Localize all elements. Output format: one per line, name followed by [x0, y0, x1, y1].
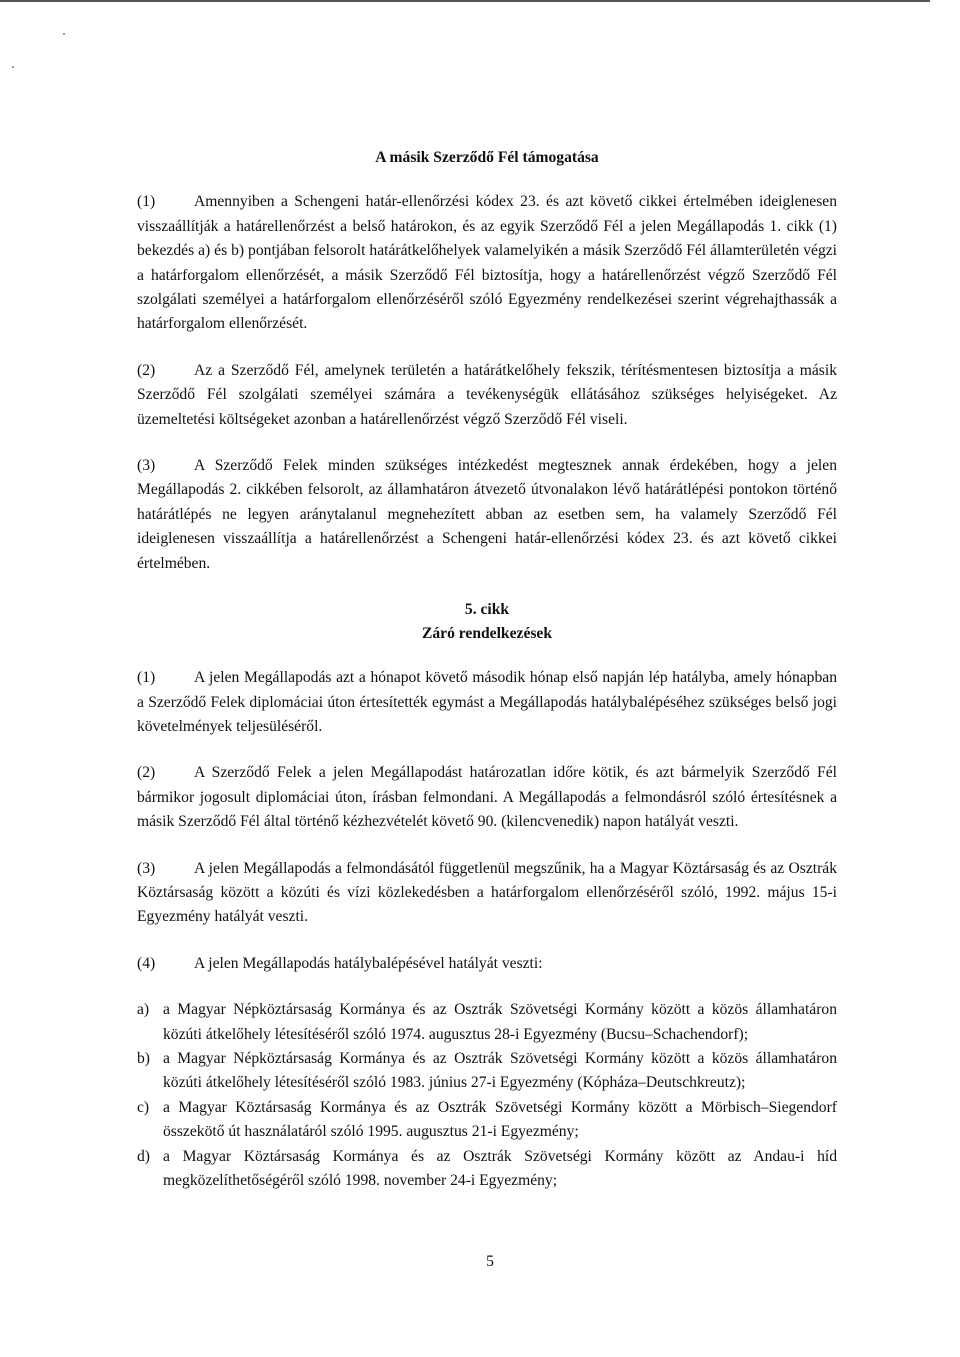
scan-edge-line	[0, 0, 930, 2]
paragraph-text: A Szerződő Felek minden szükséges intézkedést megtesznek annak érdekében, hogy a jelen Megállapodás 2. cikkében felsorolt, az államhatáron átvezető útvonalakon lévő határátlépési pontokon történő határátlépés ne legyen aránytalanul megnehezített abban az esetben sem, ha valamely Szerződő Fél ideiglenesen visszaállítja a határellenőrzést a Schengeni határ-ellenőrzési kódex 23. és azt követő cikkei értelmében.	[137, 457, 837, 572]
article-number: 5. cikk	[464, 601, 510, 619]
list-item-text: a Magyar Népköztársaság Kormánya és az Osztrák Szövetségi Kormány között a közös államhatáron közúti átkelőhely létesítéséről szóló 1983. június 27-i Egyezmény (Kópháza–Deutschkreutz);	[163, 1049, 837, 1092]
paragraph-text: A jelen Megállapodás hatálybalépésével hatályát veszti:	[194, 954, 543, 972]
scan-speck	[12, 66, 14, 68]
list-marker: a)	[137, 1001, 150, 1019]
list-item-text: a Magyar Köztársaság Kormánya és az Osztrák Szövetségi Kormány között az Andau-i híd megközelíthetőségéről szóló 1998. november 24-i Egyezmény;	[163, 1147, 837, 1189]
article-title: Záró rendelkezések	[421, 625, 553, 643]
document-page	[137, 146, 837, 1193]
paragraph	[137, 666, 837, 739]
article-heading	[137, 598, 837, 646]
repealed-agreements-list	[137, 998, 837, 1193]
paragraph-number: (1)	[137, 193, 156, 211]
paragraph	[137, 190, 837, 336]
paragraph-number: (2)	[137, 361, 156, 379]
paragraph-text: Amennyiben a Schengeni határ-ellenőrzési kódex 23. és azt követő cikkei értelmében ideiglenesen visszaállítják a határellenőrzést a belső határokon, és az egyik Szerződő Fél a jelen Megállapodás 1. cikk (1) bekezdés a) és b) pontjában felsorolt határátkelőhelyek valamelyikén a másik Szerződő Fél államterületén végzi a határforgalom ellenőrzését, a másik Szerződő Fél biztosítja, hogy a határellenőrzést végző Szerződő Fél szolgálati személyei a határforgalom ellenőrzéséről szóló Egyezmény rendelkezései szerint végrehajthassák a határforgalom ellenőrzését.	[137, 193, 837, 333]
paragraph	[137, 761, 837, 834]
paragraph	[137, 857, 837, 930]
list-marker: c)	[137, 1098, 150, 1116]
scan-speck	[63, 33, 65, 35]
paragraph-number: (3)	[137, 457, 156, 475]
list-item	[137, 1047, 837, 1096]
paragraph-text: A jelen Megállapodás azt a hónapot követő második hónap első napján lép hatályba, amely hónapban a Szerződő Felek diplomáciai úton értesítették egymást a Megállapodás hatálybalépéséhez szükséges belső jogi követelmények teljesüléséről.	[137, 669, 837, 735]
paragraph	[137, 454, 837, 576]
paragraph-text: A jelen Megállapodás a felmondásától függetlenül megszűnik, ha a Magyar Köztársaság és az Osztrák Köztársaság között a közúti és vízi közlekedésben a határforgalom ellenőrzéséről szóló, 1992. május 15-i Egyezmény hatályát veszti.	[137, 859, 837, 926]
paragraph-number: (4)	[137, 954, 156, 972]
paragraph-text: Az a Szerződő Fél, amelynek területén a határátkelőhely fekszik, térítésmentesen biztosítja a másik Szerződő Fél szolgálati személyei számára a tevékenységük ellátásához szükséges helyiségeket. Az üzemeltetési költségeket azonban a határellenőrzést végző Szerződő Fél viseli.	[137, 361, 837, 428]
list-item	[137, 1096, 837, 1145]
paragraph-number: (2)	[137, 764, 156, 782]
section-title: A másik Szerződő Fél támogatása	[375, 149, 599, 166]
list-item-text: a Magyar Köztársaság Kormánya és az Osztrák Szövetségi Kormány között a Mörbisch–Siegendorf összekötő út használatáról szóló 1995. augusztus 21-i Egyezmény;	[163, 1098, 837, 1141]
list-marker: d)	[137, 1147, 150, 1165]
list-item	[137, 998, 837, 1047]
list-item	[137, 1145, 837, 1194]
paragraph	[137, 359, 837, 432]
paragraph	[137, 952, 837, 976]
paragraph-number: (1)	[137, 669, 156, 687]
paragraph-number: (3)	[137, 859, 156, 877]
paragraph-text: A Szerződő Felek a jelen Megállapodást határozatlan időre kötik, és azt bármelyik Szerződő Fél bármikor jogosult diplomáciai úton, írásban felmondani. A Megállapodás a felmondásról szóló értesítésnek a másik Szerződő Fél által történő kézhezvételét követő 90. (kilencvenedik) napon hatályát veszti.	[137, 764, 837, 831]
list-marker: b)	[137, 1049, 150, 1067]
page-number: 5	[486, 1253, 494, 1270]
list-item-text: a Magyar Népköztársaság Kormánya és az Osztrák Szövetségi Kormány között a közös államhatáron közúti átkelőhely létesítéséről szóló 1974. augusztus 28-i Egyezmény (Bucsu–Schachendorf);	[163, 1001, 837, 1043]
